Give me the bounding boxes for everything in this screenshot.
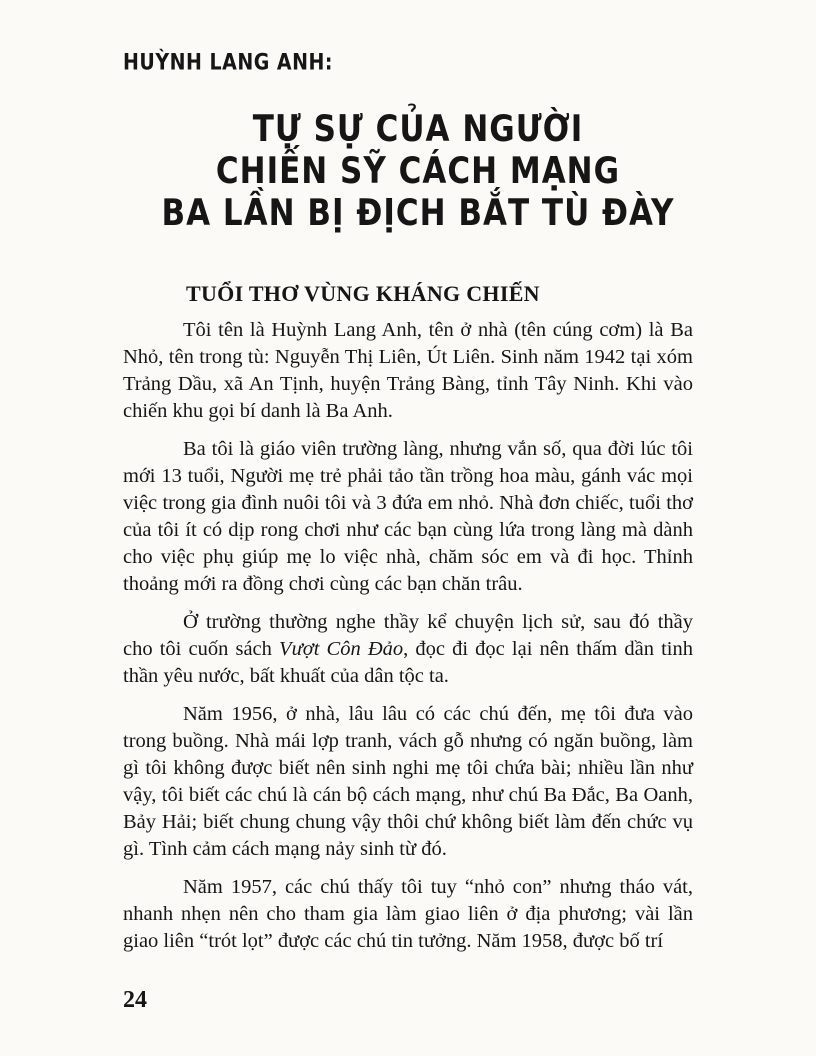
paragraph-text: , đọc đi đọc lại nên thấm dần tinh thần yêu nước, bất khuất của dân tộc ta. [123,638,693,687]
title-line: BA LẦN BỊ ĐỊCH BẮT TÙ ĐÀY [161,191,675,235]
paragraph: Năm 1956, ở nhà, lâu lâu có các chú đến, mẹ tôi đưa vào trong buồng. Nhà mái lợp tranh, vách gỗ nhưng có ngăn buồng, làm gì tôi không được biết nên sinh nghi mẹ tôi chứa bài; nhiều lần như vậy, tôi biết các chú là cán bộ cách mạng, như chú Ba Đắc, Ba Oanh, Bảy Hải; biết chung chung vậy thôi chứ không biết làm đến chức vụ gì. Tình cảm cách mạng nảy sinh từ đó. [123,703,693,860]
author-heading: HUỲNH LANG ANH: [123,50,334,76]
page-number: 24 [123,987,147,1013]
paragraph: Ba tôi là giáo viên trường làng, nhưng vắn số, qua đời lúc tôi mới 13 tuổi, Người mẹ trẻ phải tảo tần trồng hoa màu, gánh vác mọi việc trong gia đình nuôi tôi và 3 đứa em nhỏ. Nhà đơn chiếc, tuổi thơ của tôi ít có dịp rong chơi như các bạn cùng lứa trong làng mà dành cho việc phụ giúp mẹ lo việc nhà, chăm sóc em và đi học. Thỉnh thoảng mới ra đồng chơi cùng các bạn chăn trâu. [123,438,693,595]
paragraph-text: Ở trường thường nghe thầy kể chuyện lịch sử, sau đó thầy cho tôi cuốn sách [123,611,693,660]
book-title: Vượt Côn Đảo [279,638,404,660]
paragraph: Năm 1957, các chú thấy tôi tuy “nhỏ con” nhưng tháo vát, nhanh nhẹn nên cho tham gia làm giao liên ở địa phương; vài lần giao liên “trót lọt” được các chú tin tưởng. Năm 1958, được bố trí [123,876,693,952]
section-heading: TUỔI THƠ VÙNG KHÁNG CHIẾN [186,281,540,306]
chapter-title [120,108,716,234]
paragraph: Tôi tên là Huỳnh Lang Anh, tên ở nhà (tên cúng cơm) là Ba Nhỏ, tên trong tù: Nguyễn Thị Liên, Út Liên. Sinh năm 1942 tại xóm Trảng Dầu, xã An Tịnh, huyện Trảng Bàng, tỉnh Tây Ninh. Khi vào chiến khu gọi bí danh là Ba Anh. [123,319,693,422]
title-line: TỰ SỰ CỦA NGƯỜI [252,107,584,151]
paragraph [123,609,693,690]
body-text [123,317,693,966]
title-line: CHIẾN SỸ CÁCH MẠNG [215,149,621,193]
